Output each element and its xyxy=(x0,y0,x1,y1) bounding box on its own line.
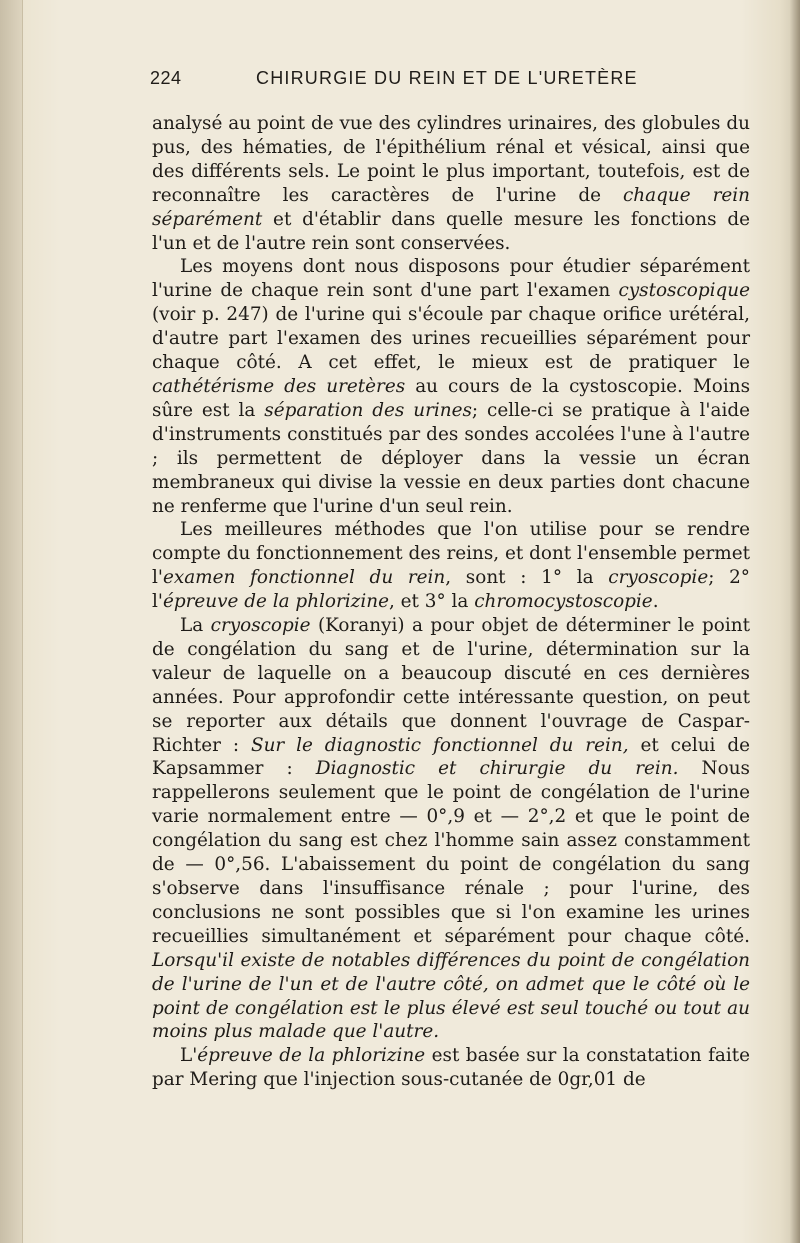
text-run: . xyxy=(652,591,659,613)
italic-run: cryoscopie xyxy=(608,567,709,589)
italic-run: Sur le diagnostic fonctionnel du rein, xyxy=(250,734,629,756)
italic-run: Lorsqu'il existe de notables différences du point de congélation de l'urine de l'un et de l'autre côté, on admet que le côté où le point de congélation est le plus élevé est seul touché ou tout au moins plus malade que l'autre. xyxy=(152,949,750,1043)
italic-run: cryoscopie xyxy=(210,615,311,637)
text-run: ; 2° l' xyxy=(152,567,750,613)
text-run: ; celle-ci se pratique à l'aide d'instruments constitués par des sondes accolées l'une à l'autre ; ils permettent de déployer dans la vessie un écran membraneux qui divise la vessie en deux parties dont chacune ne renferme que l'urine d'un seul rein. xyxy=(152,399,750,517)
text-run: (voir p. 247) de l'urine qui s'écoule par chaque orifice urétéral, d'autre part l'examen des urines recueillies séparément pour chaque côté. A cet effet, le mieux est de pratiquer le xyxy=(152,304,750,374)
italic-run: cystoscopique xyxy=(618,280,750,302)
text-run: Les meilleures méthodes que l'on utilise pour se rendre compte du fonctionnement des reins, et dont l'ensemble permet l' xyxy=(152,519,750,589)
text-run: , sont : 1° la xyxy=(445,567,609,589)
italic-run: chaque rein séparément xyxy=(152,184,750,230)
italic-run: examen fonctionnel du rein xyxy=(162,567,446,589)
body-text xyxy=(152,112,750,1092)
text-run: au cours de la cystoscopie. Moins sûre est la xyxy=(152,375,751,421)
text-run: (Koranyi) a pour objet de déterminer le point de congélation du sang et de l'urine, détermination sur la valeur de laquelle on a beaucoup discuté en ces dernières années. Pour approfondir cette intéressante question, on peut se reporter aux détails que donnent l'ouvrage de Caspar-Richter : xyxy=(152,615,750,756)
text-run: et celui de Kapsammer : xyxy=(152,734,751,780)
text-run: L' xyxy=(180,1045,198,1067)
italic-run: épreuve de la phlorizine xyxy=(162,591,389,613)
text-run: La xyxy=(180,615,211,637)
page-outer-edge xyxy=(790,0,800,1243)
paragraph-4 xyxy=(152,614,750,1044)
italic-run: séparation des urines xyxy=(264,399,472,421)
paragraph-5 xyxy=(152,1044,750,1092)
paragraph-1 xyxy=(152,112,750,255)
text-run: et d'établir dans quelle mesure les fonctions de l'un et de l'autre rein sont conservées. xyxy=(152,208,750,254)
text-run: , et 3° la xyxy=(388,591,475,613)
italic-run: chromocystoscopie xyxy=(474,591,653,613)
italic-run: cathétérisme des uretères xyxy=(152,375,406,397)
page-number: 224 xyxy=(150,68,182,88)
text-run: analysé au point de vue des cylindres urinaires, des globules du pus, des hématies, de l'épithélium rénal et vésical, ainsi que des différents sels. Le point le plus important, toutefois, est de reconnaître les caractères de l'urine de xyxy=(152,113,750,206)
text-run: Les moyens dont nous disposons pour étudier séparément l'urine de chaque rein sont d'une part l'examen xyxy=(152,256,750,302)
paragraph-3 xyxy=(152,518,750,614)
italic-run: Diagnostic et chirurgie du rein. xyxy=(315,758,679,780)
paragraph-2 xyxy=(152,255,750,518)
text-run: Nous rappellerons seulement que le point de congélation de l'urine varie normalement entre — 0°,9 et — 2°,2 et que le point de congélation du sang est chez l'homme sain assez constamment de — 0°,56. L'abaissement du point de congélation du sang s'observe dans l'insuffisance rénale ; pour l'urine, des conclusions ne sont possibles que si l'on examine les urines recueillies simultanément et séparément pour chaque côté. xyxy=(152,758,750,947)
running-title: CHIRURGIE DU REIN ET DE L'URETÈRE xyxy=(256,68,638,88)
page-binding-edge xyxy=(0,0,23,1243)
page-header xyxy=(150,68,750,92)
italic-run: épreuve de la phlorizine xyxy=(197,1045,426,1067)
text-run: est basée sur la constatation faite par Mering que l'injection sous-cutanée de 0gr,01 de xyxy=(152,1045,750,1091)
